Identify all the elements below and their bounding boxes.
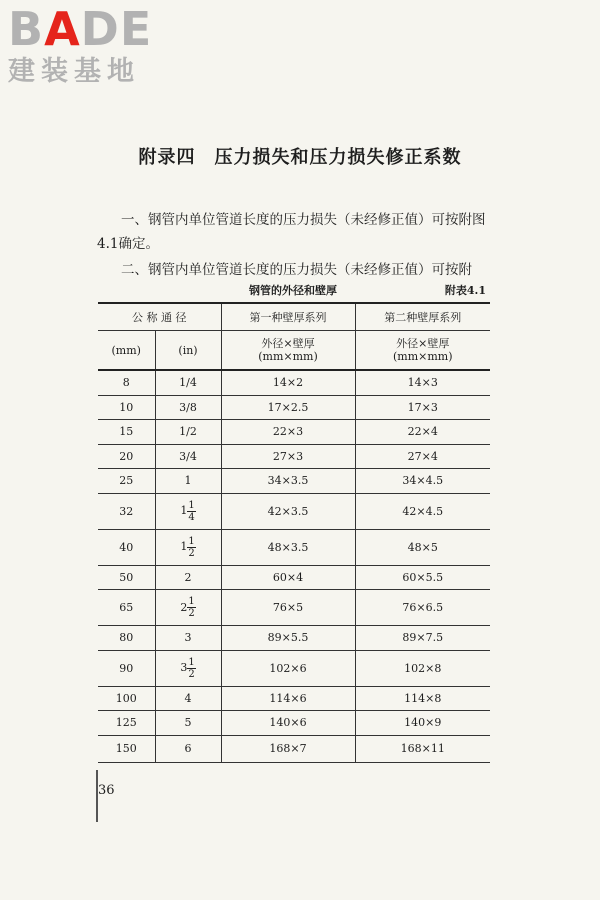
bade-logo — [8, 4, 183, 88]
cell-inch — [155, 493, 221, 529]
cell-series-2: 48×5 — [355, 529, 490, 565]
cell-mm: 15 — [98, 420, 155, 445]
cell-mm: 20 — [98, 444, 155, 469]
table-row — [98, 735, 490, 762]
cell-series-1: 27×3 — [221, 444, 355, 469]
cell-inch: 1/4 — [155, 370, 221, 395]
cell-inch: 5 — [155, 711, 221, 736]
cell-series-1: 42×3.5 — [221, 493, 355, 529]
table-row — [98, 650, 490, 686]
table-number: 附表4.1 — [444, 284, 486, 297]
table-row — [98, 469, 490, 494]
cell-series-1: 60×4 — [221, 565, 355, 590]
cell-series-2: 114×8 — [355, 686, 490, 711]
inch-whole: 3 — [180, 661, 188, 674]
cell-series-2: 168×11 — [355, 735, 490, 762]
cell-series-2: 89×7.5 — [355, 626, 490, 651]
table-row — [98, 444, 490, 469]
header-series-1: 第一种壁厚系列 — [221, 303, 355, 331]
cell-series-2: 42×4.5 — [355, 493, 490, 529]
cell-mm: 50 — [98, 565, 155, 590]
header-series-1-unit — [221, 331, 355, 371]
cell-series-2: 102×8 — [355, 650, 490, 686]
cell-series-1: 114×6 — [221, 686, 355, 711]
cell-inch: 4 — [155, 686, 221, 711]
table-caption: 钢管的外径和壁厚 — [249, 284, 337, 297]
inch-whole: 1 — [180, 540, 188, 553]
cell-inch: 6 — [155, 735, 221, 762]
inch-fraction: $\frac{1}{2}$ — [188, 535, 195, 559]
cell-series-1: 76×5 — [221, 590, 355, 626]
cell-series-2: 14×3 — [355, 370, 490, 395]
cell-series-2: 34×4.5 — [355, 469, 490, 494]
cell-mm: 125 — [98, 711, 155, 736]
table-row — [98, 590, 490, 626]
cell-series-2: 17×3 — [355, 395, 490, 420]
cell-series-1: 89×5.5 — [221, 626, 355, 651]
cell-series-2: 60×5.5 — [355, 565, 490, 590]
cell-inch — [155, 529, 221, 565]
logo-subtitle: 建装基地 — [8, 56, 140, 87]
cell-series-2: 140×9 — [355, 711, 490, 736]
appendix-heading: 附录四 压力损失和压力损失修正系数 — [138, 147, 462, 168]
cell-series-1: 140×6 — [221, 711, 355, 736]
inch-fraction: $\frac{1}{2}$ — [188, 656, 195, 680]
table-row — [98, 529, 490, 565]
cell-series-1: 48×3.5 — [221, 529, 355, 565]
cell-series-2: 27×4 — [355, 444, 490, 469]
inch-whole: 1 — [180, 504, 188, 517]
cell-inch: 3/8 — [155, 395, 221, 420]
table-row — [98, 711, 490, 736]
inch-whole: 2 — [180, 600, 188, 614]
cell-inch — [155, 590, 221, 626]
logo-wordmark: BADE — [8, 2, 153, 56]
cell-mm: 10 — [98, 395, 155, 420]
cell-inch: 2 — [155, 565, 221, 590]
header-od-thickness: 外径×壁厚 — [261, 337, 315, 350]
cell-series-1: 17×2.5 — [221, 395, 355, 420]
header-series-2: 第二种壁厚系列 — [355, 303, 490, 331]
table-row — [98, 626, 490, 651]
table-subheader-row — [98, 331, 490, 371]
paragraph-1: 一、钢管内单位管道长度的压力损失（未经修正值）可按附图4.1确定。 — [97, 212, 486, 252]
cell-inch: 1/2 — [155, 420, 221, 445]
cell-inch: 3 — [155, 626, 221, 651]
cell-series-1: 22×3 — [221, 420, 355, 445]
cell-mm: 80 — [98, 626, 155, 651]
cell-inch: 1 — [155, 469, 221, 494]
cell-inch: 3/4 — [155, 444, 221, 469]
cell-series-2: 22×4 — [355, 420, 490, 445]
table-row — [98, 395, 490, 420]
table-row — [98, 420, 490, 445]
header-od-thickness: 外径×壁厚 — [396, 337, 450, 350]
table-row — [98, 686, 490, 711]
table-row — [98, 370, 490, 395]
cell-series-1: 34×3.5 — [221, 469, 355, 494]
header-nominal-diameter: 公 称 通 径 — [98, 303, 221, 331]
header-unit: (mm×mm) — [392, 350, 453, 363]
header-unit: (mm×mm) — [258, 350, 318, 363]
page-number: 36 — [98, 783, 115, 798]
table-caption-row — [100, 282, 486, 298]
cell-mm: 100 — [98, 686, 155, 711]
cell-mm: 25 — [98, 469, 155, 494]
header-mm: (mm) — [98, 331, 155, 371]
cell-mm: 150 — [98, 735, 155, 762]
table-row — [98, 565, 490, 590]
cell-mm: 65 — [98, 590, 155, 626]
cell-mm: 32 — [98, 493, 155, 529]
table-row — [98, 493, 490, 529]
pipe-dimension-table — [98, 302, 490, 763]
paragraph-2: 二、钢管内单位管道长度的压力损失（未经修正值）可按附 — [121, 262, 472, 278]
inch-fraction: $\frac{1}{4}$ — [188, 499, 195, 523]
cell-inch — [155, 650, 221, 686]
cell-mm: 90 — [98, 650, 155, 686]
header-inch: (in) — [155, 331, 221, 371]
cell-mm: 40 — [98, 529, 155, 565]
cell-series-1: 168×7 — [221, 735, 355, 762]
cell-series-1: 102×6 — [221, 650, 355, 686]
cell-series-2: 76×6.5 — [355, 590, 490, 626]
table-header-row — [98, 303, 490, 331]
cell-series-1: 14×2 — [221, 370, 355, 395]
inch-fraction: $\frac{1}{2}$ — [188, 596, 195, 619]
header-series-2-unit — [355, 331, 490, 371]
cell-mm: 8 — [98, 370, 155, 395]
